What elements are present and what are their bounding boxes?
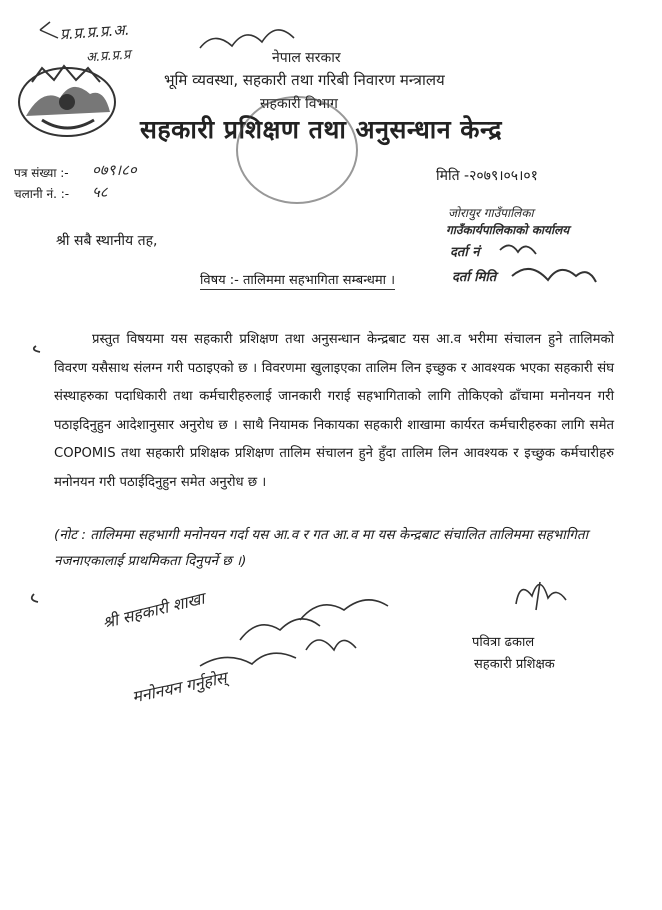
- government-name: नेपाल सरकार: [272, 50, 341, 66]
- signatory-signature: [516, 582, 566, 610]
- bottom-scribble-4: [200, 653, 296, 666]
- margin-mark-2: [32, 594, 38, 602]
- subject-line: विषय :- तालिममा सहभागिता सम्बन्धमा ।: [200, 270, 395, 290]
- darta-no-scribble: [500, 245, 536, 254]
- darta-no-label: दर्ता नं: [450, 245, 480, 260]
- bottom-scribble-3: [306, 640, 356, 650]
- receipt-office-name: जोरायुर गाउँपालिका: [448, 206, 534, 220]
- letter-date: मिति -२०७९।०५।०१: [436, 168, 538, 184]
- bottom-scribble-2: [300, 600, 388, 620]
- top-arrow-stroke: [40, 22, 58, 38]
- letter-no-value: ०७९।८०: [92, 161, 137, 179]
- handwritten-endorsement-1: श्री सहकारी शाखा: [100, 588, 207, 633]
- top-signature-stroke: [200, 30, 294, 48]
- darta-date-scribble: [512, 269, 596, 282]
- darta-date-label: दर्ता मिति: [452, 270, 497, 285]
- letter-note: (नोट : तालिममा सहभागी मनोनयन गर्दा यस आ.व र गत आ.व मा यस केन्द्रबाट संचालित तालिममा सहभागिता नजनाएकालाई प्राथमिकता दिनुपर्ने छ ।): [54, 527, 589, 569]
- recipient: श्री सबै स्थानीय तह,: [56, 233, 158, 249]
- signatory-title: सहकारी प्रशिक्षक: [474, 657, 555, 672]
- handwritten-endorsement-2: मनोनयन गर्नुहोस्: [130, 667, 229, 707]
- margin-mark-1: [34, 346, 40, 352]
- dispatch-no-label: चलानी नं. :-: [14, 187, 70, 201]
- signatory-name: पवित्रा ढकाल: [472, 635, 535, 650]
- letter-no-label: पत्र संख्या :-: [14, 166, 69, 180]
- ministry-name: भूमि व्यवस्था, सहकारी तथा गरिबी निवारण मन्त्रालय: [164, 71, 445, 89]
- handwritten-note-top-1: प्र.प्र.प्र.प्र.अ.: [59, 20, 130, 44]
- letter-body-text: प्रस्तुत विषयमा यस सहकारी प्रशिक्षण तथा अनुसन्धान केन्द्रबाट यस आ.व भरीमा संचालन हुने तालिमको विवरण यसैसाथ संलग्न गरी पठाइएको छ । विवरणमा खुलाइएका तालिम लिन इच्छुक र आवश्यक भएका सहकारी संघ संस्थाहरुका पदाधिकारी तथा कर्मचारीहरुलाई जानकारी गराई सहभागिताको लागि तोकिएको ढाँचामा मनोनयन गरी पठाइदिनुहुन आदेशानुसार अनुरोध छ । साथै नियामक निकायका सहकारी शाखामा कार्यरत कर्मचारीहरुका लागि समेत COPOMIS तथा सहकारी प्रशिक्षक प्रशिक्षण तालिम संचालन हुने हुँदा तालिम लिन आवश्यक र इच्छुक कर्मचारीहरु मनोनयन गरी पठाईदिनुहुन समेत अनुरोध छ ।: [54, 332, 614, 490]
- department-name: सहकारी विभाग: [260, 96, 338, 112]
- receipt-office-name-2: गाउँकार्यपालिकाको कार्यालय: [446, 223, 570, 237]
- center-name: सहकारी प्रशिक्षण तथा अनुसन्धान केन्द्र: [140, 115, 502, 144]
- handwritten-note-top-2: अ.प्र.प्र.प्र: [85, 47, 132, 66]
- bottom-scribble-1: [240, 619, 320, 640]
- dispatch-no-value: ५८: [92, 183, 108, 201]
